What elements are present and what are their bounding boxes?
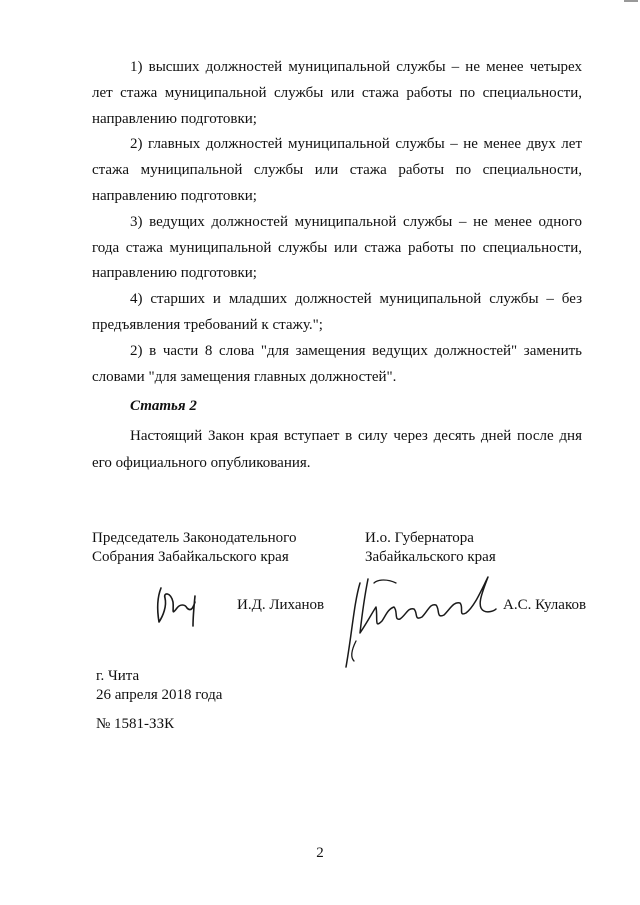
right-handwritten-signature — [338, 563, 498, 673]
right-title-line-2: Забайкальского края — [365, 549, 496, 565]
left-signatory-title — [92, 529, 296, 567]
date: 26 апреля 2018 года — [96, 687, 223, 703]
place: г. Чита — [96, 668, 140, 684]
law-number: № 1581-ЗЗК — [96, 716, 175, 732]
paragraph-part-8-amendment: 2) в части 8 слова "для замещения ведущих должностей" заменить словами "для замещения главных должностей". — [92, 342, 582, 385]
article-heading: Статья 2 — [130, 398, 197, 414]
article-text: Настоящий Закон края вступает в силу через десять дней после дня его официального опубликования. — [92, 428, 582, 471]
left-title-line-2: Собрания Забайкальского края — [92, 549, 289, 565]
page-number: 2 — [316, 845, 324, 861]
article-body — [92, 423, 582, 477]
place-and-date — [96, 667, 222, 705]
left-signatory-name: И.Д. Лиханов — [237, 597, 325, 613]
left-handwritten-signature — [147, 582, 207, 630]
right-title-line-1: И.о. Губернатора — [365, 530, 474, 546]
paragraph-leading-positions: 3) ведущих должностей муниципальной службы – не менее одного года стажа муниципальной службы или стажа работы по специальности, направлению подготовки; — [92, 213, 582, 282]
paragraph-senior-junior-positions: 4) старших и младших должностей муниципальной службы – без предъявления требований к стажу."; — [92, 291, 582, 333]
right-signatory-title — [365, 529, 496, 567]
paragraph-main-positions: 2) главных должностей муниципальной службы – не менее двух лет стажа муниципальной службы или стажа работы по специальности, направлению подготовки; — [92, 136, 582, 204]
amendment-text — [92, 55, 582, 390]
left-title-line-1: Председатель Законодательного — [92, 530, 297, 546]
paragraph-highest-positions: 1) высших должностей муниципальной службы – не менее четырех лет стажа муниципальной службы или стажа работы по специальности, направлению подготовки; — [92, 59, 582, 127]
right-signatory-name: А.С. Кулаков — [503, 597, 587, 613]
corner-mark — [624, 0, 638, 2]
